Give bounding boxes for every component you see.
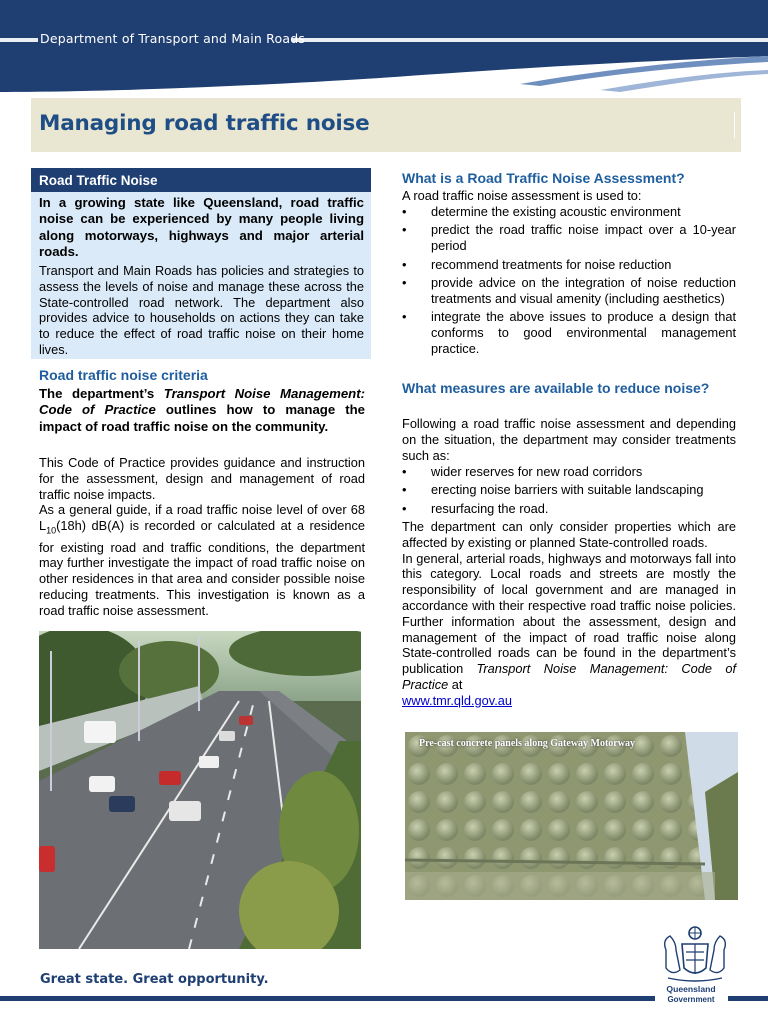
- criteria-lead: [39, 386, 365, 435]
- criteria-lead-pre: The department’s: [39, 386, 164, 401]
- criteria-heading: Road traffic noise criteria: [39, 367, 208, 383]
- publication-title: Transport Noise Management: Code of Practice: [402, 661, 736, 692]
- department-name: Department of Transport and Main Roads: [40, 31, 306, 46]
- bullet-text: wider reserves for new road corridors: [431, 464, 643, 479]
- list-item: • recommend treatments for noise reduction: [402, 256, 672, 272]
- road-traffic-noise-callout: [31, 192, 371, 359]
- bullet-text: resurfacing the road.: [431, 500, 549, 516]
- list-item: • provide advice on the integration of noise reduction treatments and visual amenity (including aesthetics): [402, 274, 736, 306]
- assessment-heading: What is a Road Traffic Noise Assessment?: [402, 170, 685, 186]
- bullet-text: erecting noise barriers with suitable landscaping: [431, 482, 704, 498]
- measures-p2-text: In general, arterial roads, highways and motorways fall into this category. Local roads and streets are mostly the responsibility of local government and are managed in accordance with their respective road traffic noise policies. Further information about the assessment, design and management of the impact of road traffic noise along State-controlled roads can be found in the department’s publication: [402, 550, 736, 677]
- list-item: • integrate the above issues to produce a design that conforms to good environmental management practice.: [402, 309, 736, 356]
- logo-subtitle: Government: [667, 995, 715, 1004]
- measures-paragraph-1: The department can only consider properties which are affected by existing or planned State-controlled roads.: [402, 519, 736, 550]
- footer-bar: [0, 996, 655, 1001]
- logo-wordmark: Queensland: [666, 984, 716, 994]
- assessment-bullet-list: [402, 204, 736, 359]
- footer-bar-right: [728, 996, 768, 1001]
- measures-heading: What measures are available to reduce noise?: [402, 380, 710, 396]
- bullet-text: predict the road traffic noise impact over a 10-year period: [431, 222, 736, 254]
- criteria-p2-pre: As a general guide, if a road traffic noise level of over 68 L: [39, 502, 365, 534]
- measures-paragraph-2: [402, 551, 736, 709]
- callout-lead: In a growing state like Queensland, road traffic noise can be experienced by many people living along motorways, highways and major arterial roads.: [39, 195, 364, 259]
- criteria-p2-subscript: 10: [46, 525, 57, 536]
- criteria-paragraph-1: This Code of Practice provides guidance and instruction for the assessment, design and management of road traffic noise impacts.: [39, 455, 365, 502]
- list-item: • erecting noise barriers with suitable landscaping: [402, 482, 704, 498]
- motorway-photo: [39, 631, 361, 949]
- bullet-text: recommend treatments for noise reduction: [431, 256, 672, 272]
- tagline: Great state. Great opportunity.: [40, 972, 269, 987]
- list-item: • predict the road traffic noise impact over a 10-year period: [402, 222, 736, 254]
- road-traffic-noise-header: [31, 168, 371, 192]
- criteria-lead-post: outlines how to manage the impact of road traffic noise on the community.: [39, 402, 365, 434]
- title-band: [31, 98, 741, 152]
- callout-body: Transport and Main Roads has policies and strategies to assess the levels of noise and manage these across the State-controlled road network. The department also provides advice to households on actions they can take to reduce the effect of road traffic noise on their home lives.: [39, 263, 364, 357]
- road-traffic-noise-heading: Road Traffic Noise: [39, 173, 158, 188]
- measures-bullet-list: [402, 464, 736, 519]
- criteria-body: [39, 455, 365, 619]
- list-item: • determine the existing acoustic environment: [402, 204, 681, 219]
- page-title: Managing road traffic noise: [39, 111, 370, 136]
- list-item: • wider reserves for new road corridors: [402, 464, 643, 479]
- bullet-text: provide advice on the integration of noise reduction treatments and visual amenity (including aesthetics): [431, 274, 736, 306]
- header-swoosh: [0, 0, 768, 92]
- measures-p2-post: at: [448, 676, 463, 692]
- header-banner: [0, 0, 768, 92]
- criteria-p2-post: (18h) dB(A) is recorded or calculated at a residence for existing road and traffic conditions, the department may further investigate the impact of road traffic noise on other residences in that area and consider possible noise reducing treatments. This investigation is known as a road traffic noise assessment.: [39, 518, 365, 618]
- criteria-paragraph-2: [39, 502, 365, 618]
- bullet-text: integrate the above issues to produce a design that conforms to good environmental management practice.: [431, 309, 736, 356]
- measures-intro: Following a road traffic noise assessment and depending on the situation, the department may consider treatments such as:: [402, 416, 736, 463]
- tmr-website-link[interactable]: www.tmr.qld.gov.au: [402, 692, 513, 708]
- code-of-practice-title: Transport Noise Management: Code of Practice: [39, 386, 366, 418]
- photo-caption: Pre-cast concrete panels along Gateway Motorway: [419, 738, 635, 749]
- list-item: • resurfacing the road.: [402, 500, 549, 516]
- bullet-text: determine the existing acoustic environment: [431, 204, 681, 219]
- title-divider: [734, 112, 735, 138]
- assessment-intro: A road traffic noise assessment is used to:: [402, 188, 642, 203]
- noise-barrier-photo: [405, 732, 738, 900]
- measures-body: [402, 519, 736, 709]
